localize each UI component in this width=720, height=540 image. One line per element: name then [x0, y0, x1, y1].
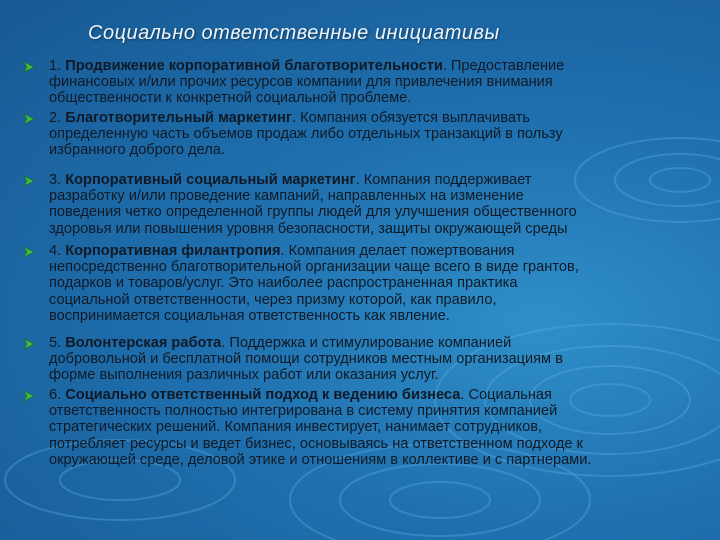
- item-line-text: общественности к конкретной социальной проблеме.: [49, 90, 412, 107]
- item-line-text: избранного доброго дела.: [49, 142, 225, 159]
- item-text: [49, 335, 719, 384]
- item-line-text: . Социальная: [460, 387, 552, 403]
- item-heading: Социально ответственный подход к ведению бизнеса: [65, 387, 461, 403]
- item-line-text: . Предоставление: [442, 58, 565, 74]
- arrow-bullet-icon: [23, 338, 35, 350]
- item-line: [49, 335, 719, 351]
- item-line: [49, 275, 719, 291]
- item-line: [49, 351, 719, 367]
- item-line-text: . Компания обязуется выплачивать: [291, 110, 530, 126]
- item-heading: Волонтерская работа: [65, 335, 222, 351]
- item-line-text: ответственность полностью интегрирована в систему принятия компанией: [49, 403, 558, 420]
- item-text: [49, 172, 719, 237]
- item-line-text: социальной ответственности, через призму которой, как правило,: [49, 291, 497, 308]
- item-line-text: финансовых и/или прочих ресурсов компании для привлечения внимания: [49, 74, 553, 91]
- item-line: [49, 387, 719, 403]
- item-text: [49, 110, 719, 159]
- item-line-text: воспринимается социальная ответственность как явление.: [49, 307, 450, 324]
- item-text: [49, 243, 719, 324]
- arrow-bullet-icon: [23, 61, 35, 73]
- item-line-text: разработку и/или проведение кампаний, направленных на изменение: [49, 188, 524, 205]
- item-line: [49, 292, 719, 308]
- item-line-text: форме выполнения различных работ или оказания услуг.: [49, 367, 439, 384]
- item-line: [49, 172, 719, 188]
- arrow-bullet-icon: [23, 390, 35, 402]
- item-line-text: определенную часть объемов продаж либо отдельных транзакций в пользу: [49, 126, 563, 143]
- item-line: [49, 74, 719, 90]
- item-line-text: поведения четко определенной группы людей для улучшения общественного: [49, 204, 577, 221]
- item-line: [49, 436, 719, 452]
- item-line-text: подарков и товаров/услуг. Это наиболее распространенная практика: [49, 275, 518, 292]
- arrow-bullet-icon: [23, 246, 35, 258]
- item-number: 4.: [49, 243, 66, 259]
- item-line-text: стратегических решений. Компания инвестирует, нанимает сотрудников,: [49, 419, 543, 436]
- item-line: [49, 403, 719, 419]
- item-line-text: . Компания поддерживает: [355, 172, 532, 188]
- item-text: [49, 58, 719, 107]
- item-line-text: добровольной и бесплатной помощи сотрудников местным организациям в: [49, 351, 563, 368]
- arrow-bullet-icon: [23, 175, 35, 187]
- item-line: [49, 308, 719, 324]
- item-heading: Корпоративная филантропия: [65, 243, 281, 259]
- item-line-text: непосредственно благотворительной организации чаще всего в виде грантов,: [49, 259, 579, 276]
- item-line: [49, 110, 719, 126]
- item-number: 2.: [49, 110, 66, 126]
- item-line: [49, 243, 719, 259]
- item-heading: Корпоративный социальный маркетинг: [65, 172, 356, 188]
- item-line: [49, 419, 719, 435]
- item-number: 5.: [49, 335, 66, 351]
- item-line: [49, 367, 719, 383]
- item-line-text: потребляет ресурсы и ведет бизнес, основываясь на ответственном подходе к: [49, 435, 583, 452]
- item-line: [49, 58, 719, 74]
- item-heading: Продвижение корпоративной благотворительности: [65, 58, 443, 74]
- item-line: [49, 221, 719, 237]
- item-line: [49, 452, 719, 468]
- item-line: [49, 204, 719, 220]
- item-line-text: . Поддержка и стимулирование компанией: [221, 335, 512, 351]
- arrow-bullet-icon: [23, 113, 35, 125]
- item-line: [49, 126, 719, 142]
- item-number: 1.: [49, 58, 66, 74]
- item-number: 3.: [49, 172, 66, 188]
- item-line: [49, 259, 719, 275]
- item-number: 6.: [49, 387, 66, 403]
- item-line: [49, 188, 719, 204]
- item-line-text: окружающей среде, деловой этике и отношениям в коллективе и с партнерами.: [49, 451, 592, 468]
- slide-title: Социально ответственные инициативы: [88, 22, 500, 44]
- item-heading: Благотворительный маркетинг: [65, 110, 292, 126]
- item-line-text: здоровья или повышения уровня безопасности, защиты окружающей среды: [49, 220, 568, 237]
- item-text: [49, 387, 719, 468]
- item-line: [49, 142, 719, 158]
- item-line: [49, 90, 719, 106]
- item-line-text: . Компания делает пожертвования: [280, 243, 515, 259]
